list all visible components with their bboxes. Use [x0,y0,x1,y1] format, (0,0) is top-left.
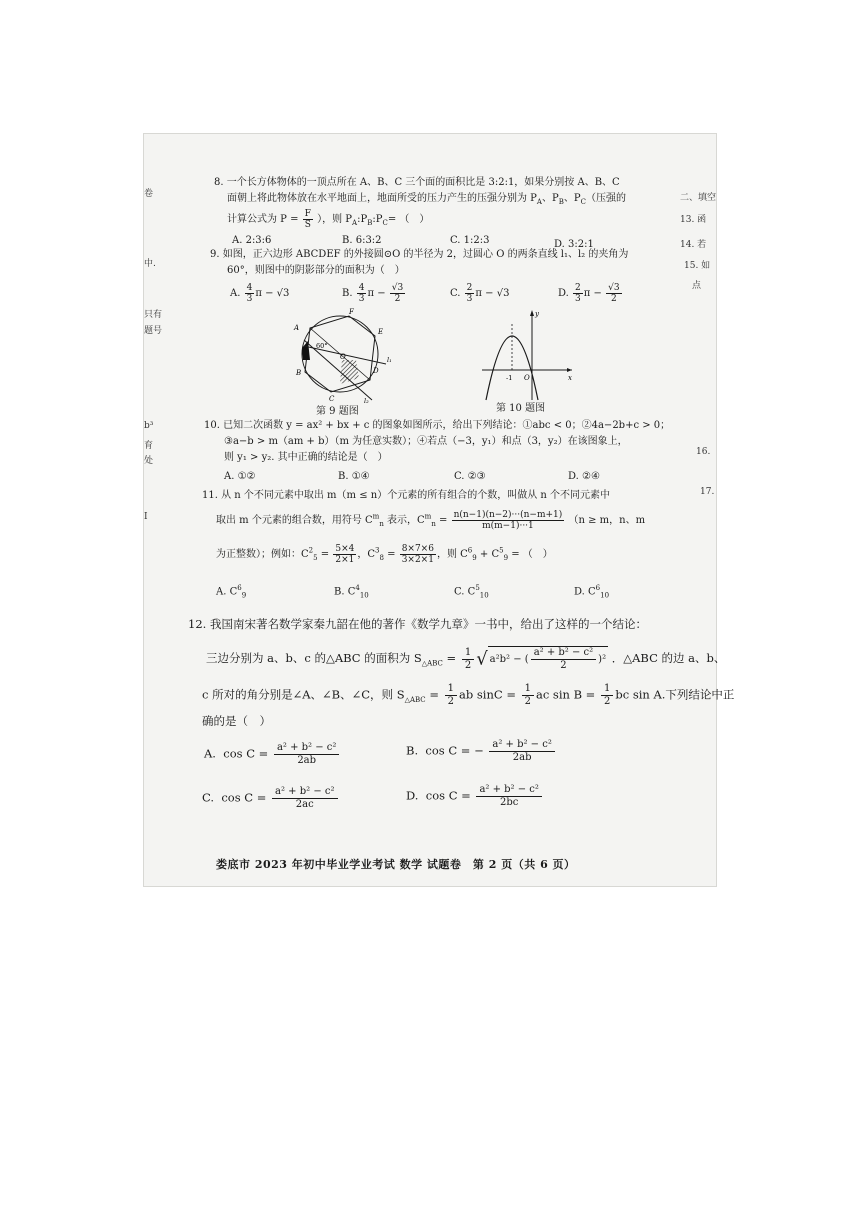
left-margin-2: 中. [144,259,156,269]
q12-line4: 确的是（ ） [202,714,271,728]
q9-label-l2: l₂ [364,397,369,405]
q12-option-d: D. cos C = $\frac{\text{a² + b² − c²}}{2bc}$ [406,784,544,809]
q9-label-angle: 60° [316,342,328,350]
q12-line3: c 所对的角分别是∠A、∠B、∠C，则 $S_{\triangle ABC}$ = $\frac{1}{2}$ ab sinC = $\frac{1}{2}$ ac sin B = $\frac{1}{2}$ bc sin A.下列结论中正 [202,683,735,707]
left-margin-8: I [144,512,148,522]
left-margin-1: 卷 [144,189,154,199]
q10-label-o: O [524,374,530,382]
q11-line2: 取出 m 个元素的组合数，用符号 $C^m_n$ 表示，$C^m_n$ = $\frac{n(n-1)(n-2)\cdot\cdot\cdot(n-m+1)}{m(m-1)\cdot\cdot\cdot 1}$ （n ≥ m，n、m [216,510,646,531]
left-margin-4: 题号 [144,326,163,336]
q10-figure [476,308,576,404]
q9-option-d: D. $\frac{2}{3}$ π − $\frac{√3}{2}$ [558,283,620,304]
q10-line3: 则 y₁ > y₂. 其中正确的结论是（ ） [224,452,388,463]
q9-line1: 9. 如图，正六边形 ABCDEF 的外接圆⊙O 的半径为 2，过圆心 O 的两条直线 l₁、l₂ 的夹角为 [210,249,629,260]
q9-label-f: F [349,308,354,316]
q9-option-c: C. $\frac{2}{3}$ π − √3 [450,283,510,304]
q9-option-a: A. $\frac{4}{3}$ π − √3 [230,283,290,304]
q8-option-b: B. 6:3:2 [342,235,382,246]
q10-line1: 10. 已知二次函数 y = ax² + bx + c 的图象如图所示，给出下列结论：①abc < 0；②4a−2b+c > 0； [204,420,671,431]
q9-option-b: B. $\frac{4}{3}$ π − $\frac{√3}{2}$ [342,283,404,304]
q10-option-c: C. ②③ [454,471,486,482]
right-margin-5: 点 [692,281,702,291]
q9-figure-caption: 第 9 题图 [316,406,359,417]
exam-page [143,133,735,887]
q10-label-x: x [568,374,572,382]
q9-line2: 60°，则图中的阴影部分的面积为（ ） [227,265,405,276]
q12-option-b: B. cos C = − $\frac{\text{a² + b² − c²}}{2ab}$ [406,739,557,764]
left-margin-6: 育 [144,441,154,451]
q8-pressure-fraction: $\frac{F}{S}$ [304,209,311,230]
q9-label-l1: l₁ [387,356,392,364]
right-margin-2: 13. 函 [680,215,707,225]
q9-label-o: O [340,353,346,361]
q10-line2: ③a−b > m（am + b）（m 为任意实数）；④若点（−3，y₁）和点（3，y₂）在该图象上， [224,436,628,447]
q8-option-d: D. 3:2:1 [554,239,594,250]
q8-option-a: A. 2:3:6 [232,235,272,246]
q12-line2: 三边分别为 a、b、c 的△ABC 的面积为 $S_{\triangle ABC}$ = $\frac{1}{2}$ √ a²b² − ( $\frac{\text{a² + b² − c²}}{2}$ )² ．△ABC 的边 a、b、 [206,646,726,671]
q8-line1: 8. 一个长方体物体的一顶点所在 A、B、C 三个面的面积比是 3:2:1，如果分别按 A、B、C [214,177,620,188]
right-margin-3: 14. 若 [680,240,707,250]
q10-option-b: B. ①④ [338,471,370,482]
q12-option-c: C. cos C = $\frac{\text{a² + b² − c²}}{2ac}$ [202,786,340,811]
q10-label-neg1: -1 [506,374,513,382]
q8-line2: 面朝上将此物体放在水平地面上，地面所受的压力产生的压强分别为 $P_A$、$P_B$、$P_C$（压强的 [227,193,626,206]
q11-option-a: A. $C^6_9$ [216,584,247,600]
q9-label-b: B [296,369,302,377]
q10-figure-caption: 第 10 题图 [496,403,546,414]
left-margin-7: 处 [144,456,154,466]
right-margin-1: 二、填空 [680,193,717,203]
q10-option-d: D. ②④ [568,471,600,482]
q9-label-c: C [329,395,335,403]
q11-line1: 11. 从 n 个不同元素中取出 m（m ≤ n）个元素的所有组合的个数，叫做从 n 个不同元素中 [202,490,610,501]
q11-option-d: D. $C^6_{10}$ [574,584,610,600]
q9-label-d: D [373,367,379,375]
q11-combination-formula: $\frac{n(n-1)(n-2)\cdot\cdot\cdot(n-m+1)}{m(m-1)\cdot\cdot\cdot 1}$ [453,510,563,531]
q8-option-c: C. 1:2:3 [450,235,490,246]
q11-line3: 为正整数）；例如：$C^2_5$ = $\frac{5\times 4}{2\times 1}$ ，$C^3_8$ = $\frac{8\times 7\times 6}{3\times 2\times 1}$ ，则 $C^6_9 + C^5_9$ = （ ） [216,544,553,565]
q11-option-c: C. $C^5_{10}$ [454,584,489,600]
q12-line1: 12. 我国南宋著名数学家秦九韶在他的著作《数学九章》一书中，给出了这样的一个结论： [188,617,647,631]
left-margin-5: b³ [144,421,154,431]
q9-figure [294,308,398,404]
page-footer: 娄底市 2023 年初中毕业学业考试 数学 试题卷 第 2 页（共 6 页） [216,858,576,871]
right-margin-7: 17. [700,487,715,497]
q10-option-a: A. ①② [224,471,256,482]
left-margin-3: 只有 [144,310,163,320]
q9-label-e: E [378,328,384,336]
q9-label-a: A [294,324,300,332]
q11-option-b: B. $C^4_{10}$ [334,584,369,600]
right-margin-4: 15. 如 [684,261,711,271]
q8-line3: 计算公式为 P = $\frac{F}{S}$ ），则 $P_A:P_B:P_C=$ （ ） [227,209,430,230]
q12-option-a: A. cos C = $\frac{\text{a² + b² − c²}}{2ab}$ [204,742,341,767]
q10-label-y: y [535,310,539,318]
right-margin-6: 16. [696,447,711,457]
